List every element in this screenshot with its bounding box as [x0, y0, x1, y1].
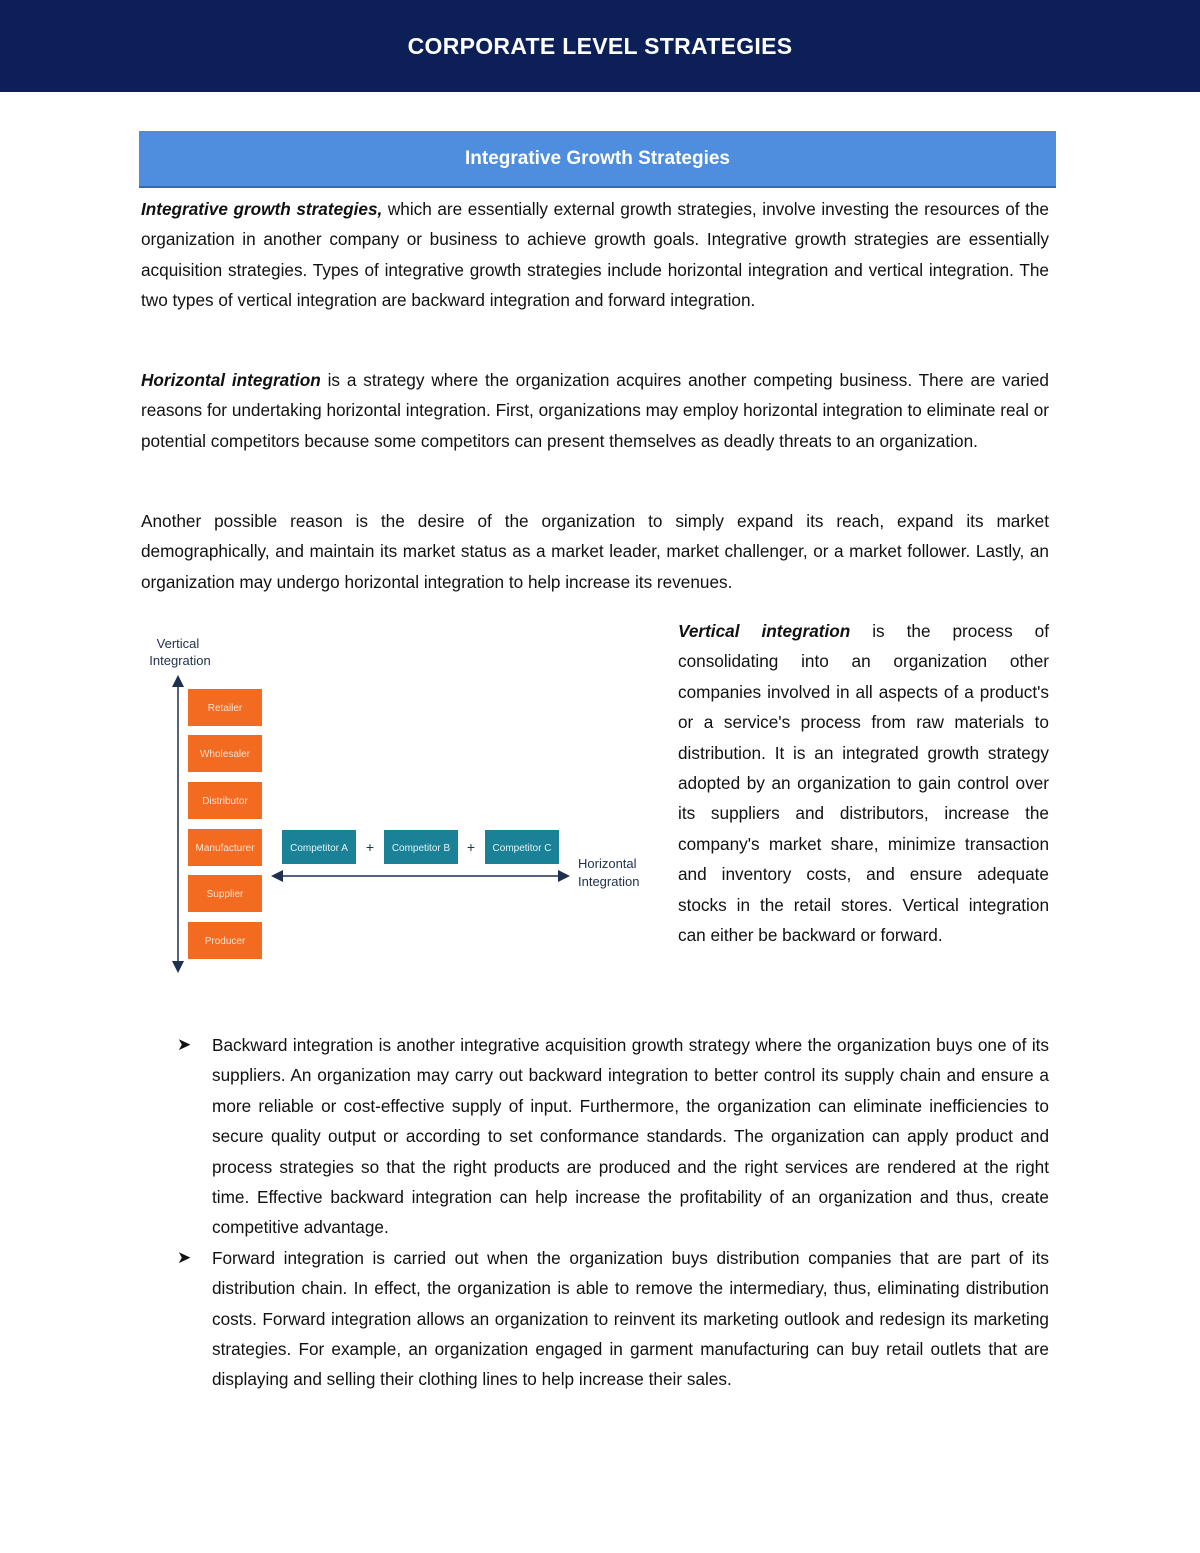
integration-types-list [141, 1030, 1049, 1395]
chain-label: Producer [204, 936, 246, 947]
paragraph-vertical-integration [678, 616, 1049, 950]
vertical-chain [188, 689, 262, 959]
section-title: Integrative Growth Strategies [464, 147, 730, 169]
competitor-label: Competitor C [492, 843, 552, 854]
arrowhead-bullet-icon: ➤ [177, 1247, 192, 1267]
paragraph-text: is a strategy where the organization acquires another competing business. There are varied reasons for undertaking horizontal integration. First, organizations may employ horizontal integration to eliminate real or potential competitors because some competitors can present themselves as deadly threats to an organization. [141, 370, 1049, 451]
competitor-row [282, 830, 559, 864]
paragraph-text: is the process of consolidating into an organization other companies involved in all aspects of a product's or a service's process from raw materials to distribution. It is an integrated growth strategy adopted by an organization to gain control over its suppliers and distributors, increase the company's market share, minimize transaction and inventory costs, and ensure adequate stocks in the retail stores. Vertical integration can either be backward or forward. [678, 621, 1049, 946]
chain-label: Retailer [207, 703, 243, 714]
term-integrative-growth: Integrative growth strategies, [141, 199, 383, 219]
document-title: CORPORATE LEVEL STRATEGIES [407, 32, 793, 59]
chain-label: Distributor [202, 796, 248, 807]
term-vertical-integration: Vertical integration [678, 621, 851, 641]
list-item-text: Forward integration is carried out when the organization buys distribution companies that are part of its distribution chain. In effect, the organization is able to remove the intermediary, thus, eliminating distribution costs. Forward integration allows an organization to reinvent its marketing outlook and redesign its marketing strategies. For example, an organization engaged in garment manufacturing can buy retail outlets that are displaying and selling their clothing lines to help increase their sales. [212, 1247, 1049, 1390]
paragraph-another-reason: Another possible reason is the desire of the organization to simply expand its reach, expand its market demographically, and maintain its market status as a market leader, market challenger, or a market follower. Lastly, an organization may undergo horizontal integration to help increase its revenues. [141, 511, 1049, 592]
chain-label: Wholesaler [199, 749, 251, 760]
paragraph-integrative-growth [141, 194, 1049, 316]
list-item-backward-integration [141, 1030, 1049, 1243]
term-horizontal-integration: Horizontal integration [141, 370, 321, 390]
integration-diagram [140, 628, 660, 978]
chain-label: Manufacturer [195, 843, 255, 854]
list-item-text: Backward integration is another integrative acquisition growth strategy where the organization buys one of its suppliers. An organization may carry out backward integration to better control its supply chain and ensure a more reliable or cost-effective supply of input. Furthermore, the organization can eliminate inefficiencies to secure quality output or according to set conformance standards. The organization can apply product and process strategies so that the right products are produced and the right services are rendered at the right time. Effective backward integration can help increase the profitability of an organization and thus, create competitive advantage. [212, 1035, 1049, 1238]
integration-diagram-svg [140, 628, 660, 978]
arrowhead-bullet-icon: ➤ [177, 1035, 192, 1054]
list-item-forward-integration [141, 1243, 1049, 1395]
competitor-label: Competitor B [391, 843, 451, 854]
section-heading-bar [139, 131, 1056, 188]
header-banner [0, 0, 1200, 92]
plus-sign: + [466, 839, 476, 855]
paragraph-horizontal-integration [141, 365, 1049, 456]
vertical-axis-label: Vertical [156, 636, 200, 651]
competitor-label: Competitor A [290, 843, 348, 854]
vertical-axis-label: Integration [149, 653, 211, 668]
horizontal-axis-label: Horizontal [578, 856, 637, 871]
horizontal-axis-label: Integration [578, 874, 640, 889]
plus-sign: + [365, 839, 375, 855]
chain-label: Supplier [206, 889, 244, 900]
paragraph-text: which are essentially external growth strategies, involve investing the resources of the organization in another company or business to achieve growth goals. Integrative growth strategies are essentially acquisition strategies. Types of integrative growth strategies include horizontal integration and vertical integration. The two types of vertical integration are backward integration and forward integration. [141, 199, 1049, 311]
